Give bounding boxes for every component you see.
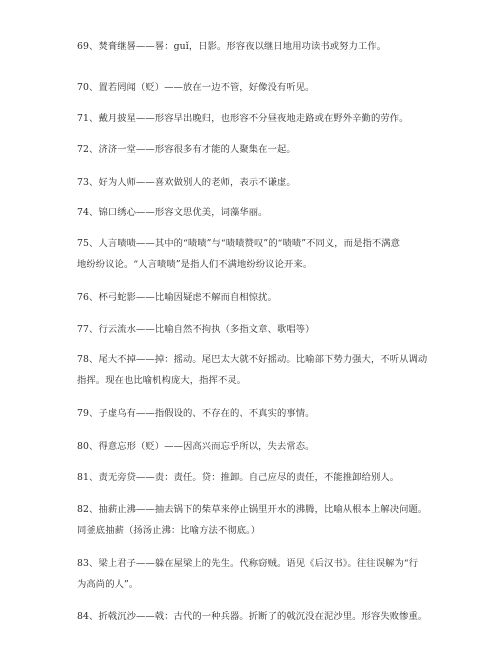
- entry-line: [77, 291, 443, 304]
- entry-text: 杯弓蛇影——比喻因疑虑不解而自相惊扰。: [98, 292, 277, 303]
- idiom-entry: [77, 206, 443, 219]
- idiom-entry: [77, 176, 443, 189]
- entry-line: [77, 353, 443, 366]
- entry-number: 73、: [77, 177, 99, 188]
- entry-text: 锦口绣心——形容文思优美，词藻华丽。: [98, 207, 268, 218]
- idiom-entry: [77, 112, 443, 125]
- entry-number: 81、: [77, 472, 99, 483]
- idiom-entry: [77, 291, 443, 304]
- entry-number: 75、: [77, 238, 99, 249]
- entry-line: [77, 503, 443, 516]
- idiom-entry: [77, 40, 443, 53]
- entry-line: [77, 440, 443, 453]
- entry-text: 得意忘形（贬）——因高兴而忘乎所以，失去常态。: [98, 441, 315, 452]
- entry-number: 77、: [77, 324, 99, 335]
- entry-text: 折戟沉沙——戟：古代的一种兵器。折断了的戟沉没在泥沙里。形容失败惨重。: [98, 611, 428, 622]
- entry-text: 责无旁贷——责：责任。贷：推卸。自己应尽的责任，不能推卸给别人。: [98, 472, 400, 483]
- entry-number: 72、: [77, 144, 99, 155]
- entry-text: 尾大不掉——掉：摇动。尾巴太大就不好摇动。比喻部下势力强大，不听从调动: [98, 354, 428, 365]
- entry-continuation: 为高尚的人”。: [77, 579, 139, 590]
- entry-line: [77, 323, 443, 336]
- idiom-entry: [77, 440, 443, 453]
- entry-number: 83、: [77, 558, 99, 569]
- entry-number: 80、: [77, 441, 99, 452]
- idiom-entry: [77, 81, 443, 94]
- entry-text: 济济一堂——形容很多有才能的人聚集在一起。: [98, 144, 296, 155]
- idiom-entry: [77, 407, 443, 420]
- idiom-entry: [77, 143, 443, 156]
- entry-continuation: 指挥。现在也比喻机构庞大，指挥不灵。: [77, 375, 247, 386]
- idiom-entry: [77, 610, 443, 623]
- idiom-entry: [77, 353, 443, 387]
- entry-text: 置若罔闻（贬）——放在一边不管，好像没有听见。: [98, 82, 315, 93]
- entry-text: 人言啧啧——其中的“啧啧”与“啧啧赞叹”的“啧啧”不同义，而是指不满意: [98, 238, 401, 249]
- entry-line: [77, 40, 443, 53]
- entry-line: [77, 407, 443, 420]
- entry-line: [77, 176, 443, 189]
- entry-continuation: 同釜底抽薪（扬汤止沸：比喻方法不彻底。）: [77, 525, 261, 536]
- entry-line: [77, 237, 443, 250]
- entry-line: [77, 143, 443, 156]
- entry-line: [77, 557, 443, 570]
- entry-text: 行云流水——比喻自然不拘执（多指文章、歌唱等）: [98, 324, 315, 335]
- entry-line: [77, 610, 443, 623]
- entry-number: 74、: [77, 207, 99, 218]
- idiom-entry: [77, 237, 443, 271]
- entry-number: 79、: [77, 408, 99, 419]
- entry-text: 焚膏继晷——晷：guǐ，日影。形容夜以继日地用功读书或努力工作。: [98, 41, 387, 52]
- entry-line: [77, 471, 443, 484]
- entry-number: 69、: [77, 41, 99, 52]
- entry-text: 梁上君子——躲在屋梁上的先生。代称窃贼。语见《后汉书》。往往误解为“行: [98, 558, 419, 569]
- entry-text: 子虚乌有——指假设的、不存在的、不真实的事情。: [98, 408, 315, 419]
- entry-line: [77, 112, 443, 125]
- entry-number: 82、: [77, 504, 99, 515]
- entry-continuation: 地纷纷议论。“人言啧啧”是指人们不满地纷纷议论开来。: [77, 259, 313, 270]
- idiom-entry: [77, 323, 443, 336]
- entry-text: 戴月披星——形容早出晚归，也形容不分昼夜地走路或在野外辛勤的劳作。: [98, 113, 409, 124]
- idiom-entry: [77, 471, 443, 484]
- entry-line: [77, 81, 443, 94]
- entry-line: [77, 206, 443, 219]
- entry-number: 70、: [77, 82, 99, 93]
- entry-text: 抽薪止沸——抽去锅下的柴草来停止锅里开水的沸腾，比喻从根本上解决问题。: [98, 504, 428, 515]
- entry-number: 84、: [77, 611, 99, 622]
- idiom-entry: [77, 503, 443, 537]
- entry-text: 好为人师——喜欢做别人的老师，表示不谦虚。: [98, 177, 296, 188]
- entry-number: 71、: [77, 113, 99, 124]
- entry-number: 78、: [77, 354, 99, 365]
- idiom-entry: [77, 557, 443, 591]
- entry-number: 76、: [77, 292, 99, 303]
